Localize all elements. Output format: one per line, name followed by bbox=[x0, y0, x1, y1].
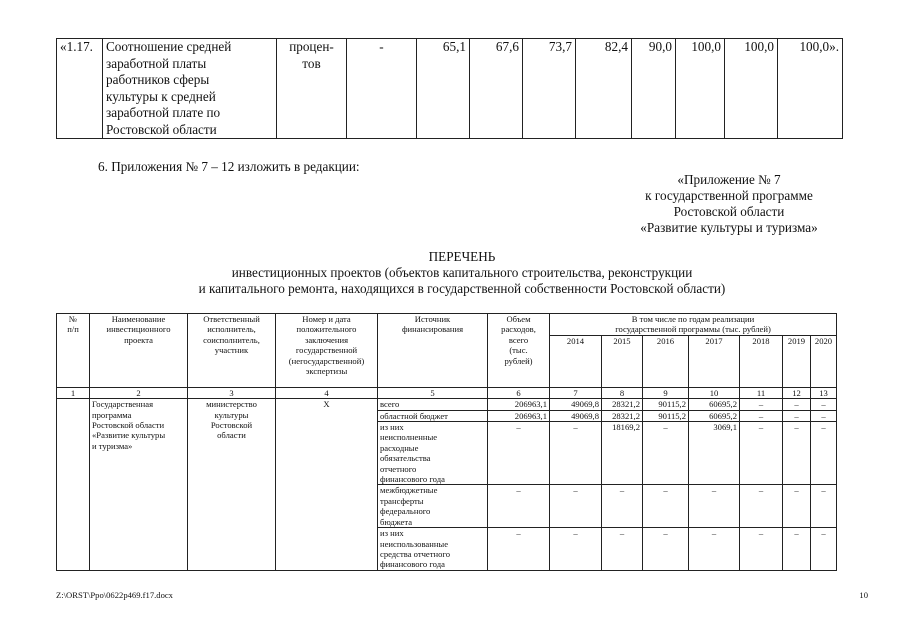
project-name-line: «Развитие культуры bbox=[92, 430, 166, 441]
indicator-value: 65,1 bbox=[417, 39, 470, 139]
column-number: 13 bbox=[811, 387, 837, 398]
year-value: – bbox=[643, 422, 689, 485]
list-subtitle: инвестиционных проектов (объектов капитального строительства, реконструкции bbox=[231, 265, 693, 280]
header-line: государственной bbox=[295, 345, 358, 356]
header-line: экспертизы bbox=[305, 366, 348, 377]
header-year: 2016 bbox=[643, 335, 689, 387]
source-line: всего bbox=[380, 399, 400, 410]
header-line: всего bbox=[508, 334, 529, 345]
project-name-line: Ростовской области bbox=[92, 420, 165, 431]
indicator-name-line: культуры к средней bbox=[106, 88, 216, 104]
indicator-value: 100,0 bbox=[676, 39, 725, 139]
year-value: 60695,2 bbox=[689, 410, 740, 421]
project-name bbox=[90, 399, 188, 571]
header-year: 2017 bbox=[689, 335, 740, 387]
column-number: 9 bbox=[643, 387, 689, 398]
year-value: 28321,2 bbox=[602, 410, 643, 421]
header-line: соисполнитель, bbox=[203, 334, 260, 345]
header-line: финансирования bbox=[401, 324, 464, 335]
indicator-name-line: заработной платы bbox=[106, 55, 207, 71]
year-value: – bbox=[783, 422, 811, 485]
source-line: трансферты bbox=[380, 495, 424, 506]
year-value: 49069,8 bbox=[550, 410, 602, 421]
year-value: – bbox=[811, 399, 837, 410]
source-cell bbox=[378, 485, 488, 528]
header-line: (негосударственной) bbox=[288, 355, 365, 366]
indicator-name-line: Соотношение средней bbox=[106, 39, 232, 54]
header-line: п/п bbox=[67, 324, 79, 335]
indicator-name bbox=[103, 39, 277, 139]
year-value: – bbox=[643, 528, 689, 571]
total-cell: – bbox=[488, 528, 550, 571]
investment-projects-table bbox=[56, 313, 837, 571]
header-line: заключения bbox=[304, 334, 349, 345]
header-line: участник bbox=[214, 345, 249, 356]
source-line: неисполненные bbox=[380, 432, 438, 443]
year-value: – bbox=[550, 422, 602, 485]
year-value: – bbox=[740, 399, 783, 410]
indicator-name-line: заработной плате по bbox=[106, 105, 221, 120]
header-name bbox=[90, 314, 188, 388]
indicator-unit-line: тов bbox=[302, 55, 321, 71]
year-value: – bbox=[811, 410, 837, 421]
column-number: 8 bbox=[602, 387, 643, 398]
year-value: – bbox=[689, 528, 740, 571]
project-executor bbox=[188, 399, 276, 571]
indicator-name-line: Ростовской области bbox=[106, 121, 217, 137]
appendix-line: «Развитие культуры и туризма» bbox=[640, 220, 818, 235]
column-number: 5 bbox=[378, 387, 488, 398]
header-line: Объем bbox=[506, 314, 531, 324]
project-name-line: Государственная bbox=[92, 399, 154, 410]
list-heading bbox=[56, 249, 868, 297]
header-num bbox=[57, 314, 90, 388]
total-cell: 206963,1 bbox=[488, 410, 550, 421]
source-line: финансового года bbox=[380, 559, 445, 570]
header-line: государственной программы (тыс. рублей) bbox=[615, 324, 771, 335]
year-value: – bbox=[689, 485, 740, 528]
source-line: средства отчетного bbox=[380, 548, 450, 559]
list-title: ПЕРЕЧЕНЬ bbox=[428, 249, 496, 264]
header-year: 2014 bbox=[550, 335, 602, 387]
source-line: из них bbox=[380, 422, 404, 433]
project-executor-line: области bbox=[217, 430, 246, 441]
year-value: – bbox=[740, 528, 783, 571]
indicator-name-line: работников сферы bbox=[106, 72, 210, 87]
header-line: положительного bbox=[296, 324, 357, 335]
year-value: 90115,2 bbox=[643, 399, 689, 410]
source-line: обязательства bbox=[380, 453, 431, 464]
header-line: № bbox=[68, 314, 78, 324]
column-number: 3 bbox=[188, 387, 276, 398]
header-line: (тыс. bbox=[509, 345, 528, 356]
column-number: 12 bbox=[783, 387, 811, 398]
year-value: – bbox=[643, 485, 689, 528]
header-line: Номер и дата bbox=[302, 314, 351, 324]
source-cell bbox=[378, 399, 488, 410]
indicator-value: 82,4 bbox=[576, 39, 632, 139]
project-number-cell bbox=[57, 399, 90, 571]
indicator-value: 100,0 bbox=[725, 39, 778, 139]
column-number: 6 bbox=[488, 387, 550, 398]
column-number: 2 bbox=[90, 387, 188, 398]
source-line: неиспользованные bbox=[380, 538, 449, 549]
source-cell bbox=[378, 410, 488, 421]
indicator-dash: - bbox=[347, 39, 417, 139]
year-value: 60695,2 bbox=[689, 399, 740, 410]
total-cell: 206963,1 bbox=[488, 399, 550, 410]
column-number: 10 bbox=[689, 387, 740, 398]
source-line: расходные bbox=[380, 442, 419, 453]
indicator-value: 100,0». bbox=[778, 39, 843, 139]
header-row bbox=[57, 314, 837, 336]
header-line: проекта bbox=[124, 334, 153, 345]
header-volume bbox=[488, 314, 550, 388]
header-year: 2019 bbox=[783, 335, 811, 387]
year-value: – bbox=[550, 528, 602, 571]
year-value: – bbox=[811, 485, 837, 528]
header-line: Наименование bbox=[111, 314, 166, 324]
source-line: бюджета bbox=[380, 516, 413, 527]
year-value: – bbox=[550, 485, 602, 528]
year-value: 90115,2 bbox=[643, 410, 689, 421]
indicator-value: 67,6 bbox=[470, 39, 523, 139]
appendix-line: Ростовской области bbox=[673, 204, 785, 219]
header-line: В том числе по годам реализации bbox=[631, 314, 755, 324]
table-row bbox=[57, 399, 837, 410]
year-value: – bbox=[783, 399, 811, 410]
year-value: – bbox=[783, 485, 811, 528]
header-year: 2020 bbox=[811, 335, 837, 387]
project-conclusion: Х bbox=[276, 399, 378, 571]
project-executor-line: Ростовской bbox=[210, 420, 253, 431]
column-number: 11 bbox=[740, 387, 783, 398]
column-number: 1 bbox=[57, 387, 90, 398]
source-line: федерального bbox=[380, 506, 431, 517]
header-line: Ответственный bbox=[203, 314, 260, 324]
header-line: инвестиционного bbox=[106, 324, 171, 335]
header-year: 2015 bbox=[602, 335, 643, 387]
indicator-value: 90,0 bbox=[632, 39, 676, 139]
year-value: – bbox=[740, 422, 783, 485]
document-path: Z:\ORST\Ppo\0622p469.f17.docx bbox=[56, 590, 173, 600]
source-line: межбюджетные bbox=[380, 485, 438, 496]
column-number-row bbox=[57, 387, 837, 398]
source-line: из них bbox=[380, 528, 404, 539]
year-value: 28321,2 bbox=[602, 399, 643, 410]
year-value: – bbox=[602, 528, 643, 571]
header-year: 2018 bbox=[740, 335, 783, 387]
header-executor bbox=[188, 314, 276, 388]
project-name-line: программа bbox=[92, 409, 132, 420]
column-number: 4 bbox=[276, 387, 378, 398]
year-value: – bbox=[783, 528, 811, 571]
header-line: расходов, bbox=[501, 324, 536, 335]
year-value: – bbox=[740, 485, 783, 528]
header-line: исполнитель, bbox=[207, 324, 256, 335]
page-number: 10 bbox=[859, 590, 868, 600]
source-cell bbox=[378, 528, 488, 571]
appendix-caption bbox=[600, 172, 858, 236]
year-value: 3069,1 bbox=[689, 422, 740, 485]
appendix-line: к государственной программе bbox=[645, 188, 813, 203]
source-cell bbox=[378, 422, 488, 485]
year-value: 18169,2 bbox=[602, 422, 643, 485]
year-value: – bbox=[602, 485, 643, 528]
total-cell: – bbox=[488, 485, 550, 528]
source-line: финансового года bbox=[380, 474, 445, 485]
total-cell: – bbox=[488, 422, 550, 485]
header-years-group bbox=[550, 314, 837, 336]
list-subtitle: и капитального ремонта, находящихся в государственной собственности Ростовской области) bbox=[198, 281, 726, 296]
year-value: – bbox=[811, 422, 837, 485]
project-executor-line: министерство bbox=[206, 399, 257, 410]
appendix-line: «Приложение № 7 bbox=[677, 172, 781, 187]
year-value: – bbox=[811, 528, 837, 571]
year-value: – bbox=[783, 410, 811, 421]
header-source bbox=[378, 314, 488, 388]
year-value: 49069,8 bbox=[550, 399, 602, 410]
indicator-code: «1.17. bbox=[57, 39, 103, 139]
header-line: рублей) bbox=[504, 355, 533, 366]
paragraph-6: 6. Приложения № 7 – 12 изложить в редакции: bbox=[98, 159, 360, 174]
indicator-table bbox=[56, 38, 843, 139]
column-number: 7 bbox=[550, 387, 602, 398]
project-executor-line: культуры bbox=[214, 409, 249, 420]
year-value: – bbox=[740, 410, 783, 421]
project-name-line: и туризма» bbox=[92, 440, 133, 451]
header-line: Источник bbox=[414, 314, 451, 324]
indicator-unit bbox=[277, 39, 347, 139]
header-conclusion bbox=[276, 314, 378, 388]
source-line: отчетного bbox=[380, 463, 417, 474]
indicator-value: 73,7 bbox=[523, 39, 576, 139]
source-line: областной бюджет bbox=[380, 410, 448, 421]
indicator-row bbox=[57, 39, 843, 139]
indicator-unit-line: процен- bbox=[289, 39, 334, 54]
